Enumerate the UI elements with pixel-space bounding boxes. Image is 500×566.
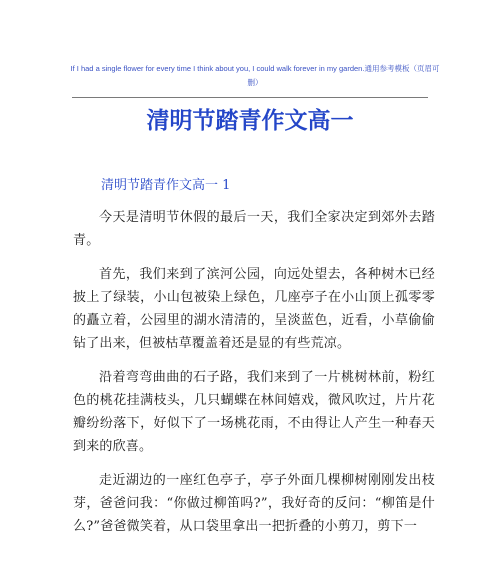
paragraph: 首先，我们来到了滨河公园，向远处望去，各种树木已经披上了绿装，小山包被染上绿色，几座亭子在小山顶上孤零零的矗立着，公园里的湖水清清的，呈淡蓝色，近看，小草偷偷钻了出来，但被枯草覆盖着还是显的有些荒凉。 — [73, 267, 435, 351]
paragraph: 沿着弯弯曲曲的石子路，我们来到了一片桃树林前，粉红色的桃花挂满枝头，几只蝴蝶在林间嬉戏，微风吹过，片片花瓣纷纷落下，好似下了一场桃花雨，不由得让人产生一种春天到来的欣喜。 — [73, 370, 435, 454]
section-heading: 清明节踏青作文高一 1 — [101, 178, 231, 193]
header-divider — [72, 97, 428, 98]
paragraph: 走近湖边的一座红色亭子，亭子外面几棵柳树刚刚发出枝芽，爸爸问我：“你做过柳笛吗?”，我好奇的反问：“柳笛是什么?”爸爸微笑着，从口袋里拿出一把折叠的小剪刀，剪下一 — [73, 473, 435, 534]
document-body — [73, 206, 435, 549]
header-note: If I had a single flower for every time I think about you, I could walk forever in my garden.通用参考模板（页眉可删） — [70, 64, 440, 87]
paragraph: 今天是清明节休假的最后一天，我们全家决定到郊外去踏青。 — [73, 210, 435, 248]
page-title: 清明节踏青作文高一 — [146, 108, 354, 134]
